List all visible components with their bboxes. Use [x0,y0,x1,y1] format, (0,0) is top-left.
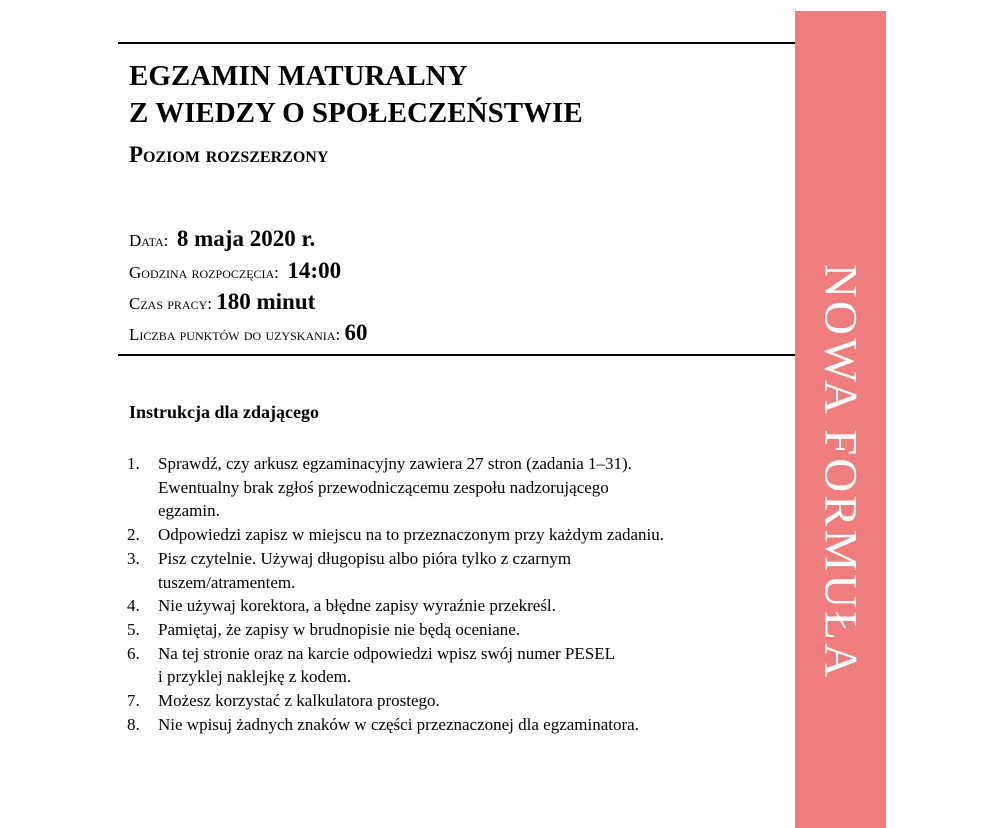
item-text: Na tej stronie oraz na karcie odpowiedzi wpisz swój numer PESEL i przyklej naklejkę z kodem. [158,643,615,687]
points-value: 60 [344,320,368,345]
item-number: 2. [127,525,140,545]
item-text: Pamiętaj, że zapisy w brudnopisie nie będą oceniane. [158,619,521,639]
list-item [127,618,787,642]
item-number: 5. [127,619,140,639]
middle-rule [118,354,795,356]
instructions-list [127,452,787,736]
item-number: 7. [127,691,140,711]
item-text: Odpowiedzi zapisz w miejscu na to przeznaczonym przy każdym zadaniu. [158,525,665,545]
list-item [127,523,787,547]
banner-text: NOWA FORMUŁA [814,264,867,680]
item-text: Sprawdź, czy arkusz egzaminacyjny zawiera 27 stron (zadania 1–31). Ewentualny brak zgłoś przewodniczącemu zespołu nadzorującego egzamin. [158,454,632,521]
exam-points [129,320,367,346]
item-text: Pisz czytelnie. Używaj długopisu albo pióra tylko z czarnym tuszem/atramentem. [158,548,572,592]
top-rule [118,42,795,44]
list-item [127,713,787,737]
list-item [127,452,787,523]
item-text: Nie wpisuj żadnych znaków w części przeznaczonej dla egzaminatora. [158,714,639,734]
item-text: Nie używaj korektora, a błędne zapisy wyraźnie przekreśl. [158,596,556,616]
item-number: 6. [127,643,140,663]
item-number: 3. [127,548,140,568]
item-number: 8. [127,714,140,734]
start-value: 14:00 [287,258,342,283]
exam-duration [129,289,315,315]
exam-date [129,226,315,252]
item-number: 1. [127,454,140,473]
list-item [127,689,787,713]
list-item [127,547,787,594]
points-label: Liczba punktów do uzyskania: [129,325,341,344]
exam-level: Poziom rozszerzony [129,142,329,167]
exam-title-line1: EGZAMIN MATURALNY [129,60,468,92]
start-label: Godzina rozpoczęcia: [129,263,279,282]
duration-value: 180 minut [216,289,316,314]
date-value: 8 maja 2020 r. [176,226,316,251]
list-item [127,642,787,689]
item-number: 4. [127,596,140,616]
exam-title-line2: Z WIEDZY O SPOŁECZEŃSTWIE [129,97,583,129]
item-text: Możesz korzystać z kalkulatora prostego. [158,691,440,711]
date-label: Data: [129,231,169,250]
list-item [127,594,787,618]
duration-label: Czas pracy: [129,294,212,313]
instructions-heading: Instrukcja dla zdającego [129,402,319,422]
exam-start-time [129,258,341,284]
